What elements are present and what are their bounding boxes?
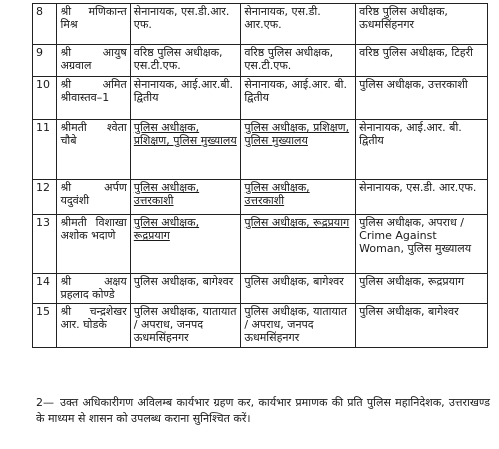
transfer-table [32, 3, 488, 348]
current-posting-repeat [241, 215, 356, 274]
row-serial: 13 [33, 215, 57, 274]
row-serial: 15 [33, 304, 57, 348]
new-posting: सेनानायक, एस.डी. आर.एफ. [356, 180, 488, 215]
instruction-paragraph [36, 395, 490, 427]
table-row [33, 215, 488, 274]
paragraph-number: 2— [36, 396, 54, 409]
current-posting: पुलिस अधीक्षक, बागेश्वर [130, 274, 241, 304]
current-posting [130, 120, 241, 180]
current-posting: सेनानायक, आई.आर.बी. द्वितीय [130, 77, 241, 120]
new-posting: सेनानायक, आई.आर. बी. द्वितीय [356, 120, 488, 180]
current-posting-repeat: पुलिस अधीक्षक, बागेश्वर [241, 274, 356, 304]
new-posting: पुलिस अधीक्षक, अपराध / Crime Against Woman, पुलिस मुख्यालय [356, 215, 488, 274]
table-row [33, 274, 488, 304]
officer-name: श्री अमित श्रीवास्तव–1 [57, 77, 130, 120]
new-posting: पुलिस अधीक्षक, बागेश्वर [356, 304, 488, 348]
table-row [33, 120, 488, 180]
row-serial: 8 [33, 4, 57, 45]
current-posting-repeat [241, 120, 356, 180]
table-row [33, 180, 488, 215]
table-row [33, 4, 488, 45]
officer-name: श्री आयुष अग्रवाल [57, 45, 130, 77]
posting-text: पुलिस अधीक्षक, रूद्रप्रयाग [133, 216, 200, 242]
posting-text: पुलिस अधीक्षक, प्रशिक्षण, पुलिस मुख्यालय [244, 121, 350, 147]
posting-text: पुलिस अधीक्षक, प्रशिक्षण, पुलिस मुख्यालय [133, 121, 237, 147]
current-posting [130, 215, 241, 274]
new-posting: पुलिस अधीक्षक, रूद्रप्रयाग [356, 274, 488, 304]
current-posting-repeat [241, 180, 356, 215]
row-serial: 11 [33, 120, 57, 180]
row-serial: 10 [33, 77, 57, 120]
current-posting-repeat: वरिष्ठ पुलिस अधीक्षक, एस.टी.एफ. [241, 45, 356, 77]
current-posting-repeat: सेनानायक, आई.आर. बी. द्वितीय [241, 77, 356, 120]
current-posting-repeat: पुलिस अधीक्षक, यातायात / अपराध, जनपद ऊधमसिंहनगर [241, 304, 356, 348]
row-serial: 12 [33, 180, 57, 215]
new-posting: वरिष्ठ पुलिस अधीक्षक, ऊधमसिंहनगर [356, 4, 488, 45]
officer-name: श्री मणिकान्त मिश्र [57, 4, 130, 45]
row-serial: 14 [33, 274, 57, 304]
new-posting: वरिष्ठ पुलिस अधीक्षक, टिहरी [356, 45, 488, 77]
officer-name: श्रीमती विशाखा अशोक भदाणे [57, 215, 130, 274]
current-posting: सेनानायक, एस.डी.आर. एफ. [130, 4, 241, 45]
table-row [33, 45, 488, 77]
officer-name: श्रीमती श्वेता चौबे [57, 120, 130, 180]
current-posting [130, 180, 241, 215]
posting-text: पुलिस अधीक्षक, उत्तरकाशी [244, 181, 310, 207]
new-posting: पुलिस अधीक्षक, उत्तरकाशी [356, 77, 488, 120]
current-posting: पुलिस अधीक्षक, यातायात / अपराध, जनपद ऊधमसिंहनगर [130, 304, 241, 348]
table-row [33, 77, 488, 120]
posting-text: पुलिस अधीक्षक, उत्तरकाशी [133, 181, 200, 207]
row-serial: 9 [33, 45, 57, 77]
paragraph-text: उक्त अधिकारीगण अविलम्ब कार्यभार ग्रहण कर, कार्यभार प्रमाणक की प्रति पुलिस महानिदेशक, उत्तराखण्ड के माध्यम से शासन को उपलब्ध कराना सुनिश्चित करें। [36, 396, 490, 425]
officer-name: श्री अक्षय प्रहलाद कोण्डे [57, 274, 130, 304]
current-posting: वरिष्ठ पुलिस अधीक्षक, एस.टी.एफ. [130, 45, 241, 77]
table-row [33, 304, 488, 348]
current-posting-repeat: सेनानायक, एस.डी. आर.एफ. [241, 4, 356, 45]
posting-text: पुलिस अधीक्षक, रूद्रप्रयाग [244, 216, 350, 229]
officer-name: श्री अर्पण यदुवंशी [57, 180, 130, 215]
officer-name: श्री चन्द्रशेखर आर. घोडके [57, 304, 130, 348]
